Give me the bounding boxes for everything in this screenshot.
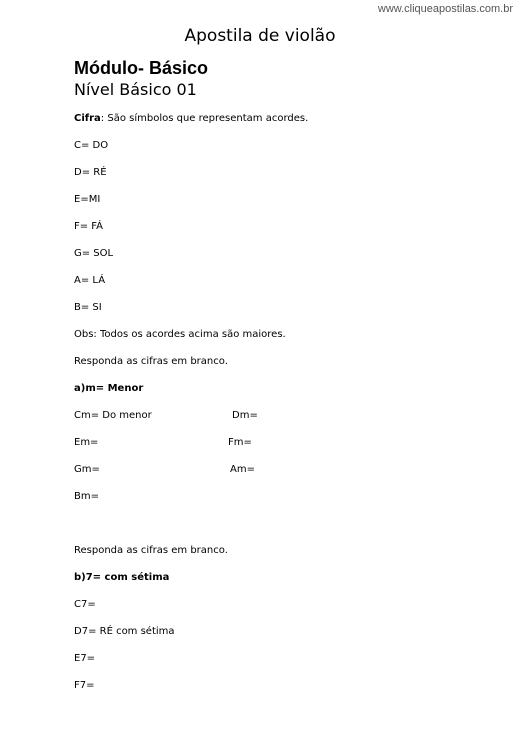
seventh-chord-line: F7= <box>74 680 95 691</box>
minor-chord-right: Fm= <box>228 437 252 448</box>
seventh-chord-line: E7= <box>74 653 96 664</box>
cifra-term: Cifra <box>74 113 101 124</box>
seventh-chord-line: C7= <box>74 599 96 610</box>
chord-line: E=MI <box>74 194 101 205</box>
chord-line: D= RÉ <box>74 167 107 178</box>
chord-line: F= FÁ <box>74 221 103 232</box>
chord-line: B= SI <box>74 302 102 313</box>
seventh-chord-line: D7= RÉ com sétima <box>74 626 175 637</box>
level-title: Nível Básico 01 <box>74 80 197 99</box>
site-url: www.cliqueapostilas.com.br <box>377 3 513 15</box>
minor-chord-left: Em= <box>74 437 99 448</box>
module-title: Módulo- Básico <box>74 58 208 78</box>
chord-line: G= SOL <box>74 248 114 259</box>
obs-note: Obs: Todos os acordes acima são maiores. <box>74 329 286 340</box>
minor-chord-left: Gm= <box>74 464 100 475</box>
chord-line: C= DO <box>74 140 109 151</box>
minor-chord-left: Cm= Do menor <box>74 410 152 421</box>
section-b-heading: b)7= com sétima <box>74 572 170 583</box>
chord-line: A= LÁ <box>74 275 106 286</box>
minor-chord-right: Am= <box>230 464 255 475</box>
minor-chord-right: Dm= <box>232 410 258 421</box>
minor-chord-left: Bm= <box>74 491 99 502</box>
instruction-b: Responda as cifras em branco. <box>74 545 228 556</box>
instruction-a: Responda as cifras em branco. <box>74 356 228 367</box>
page-title: Apostila de violão <box>184 26 336 46</box>
cifra-definition <box>74 113 308 124</box>
cifra-text: : São símbolos que representam acordes. <box>100 113 309 124</box>
section-a-heading: a)m= Menor <box>74 383 144 394</box>
